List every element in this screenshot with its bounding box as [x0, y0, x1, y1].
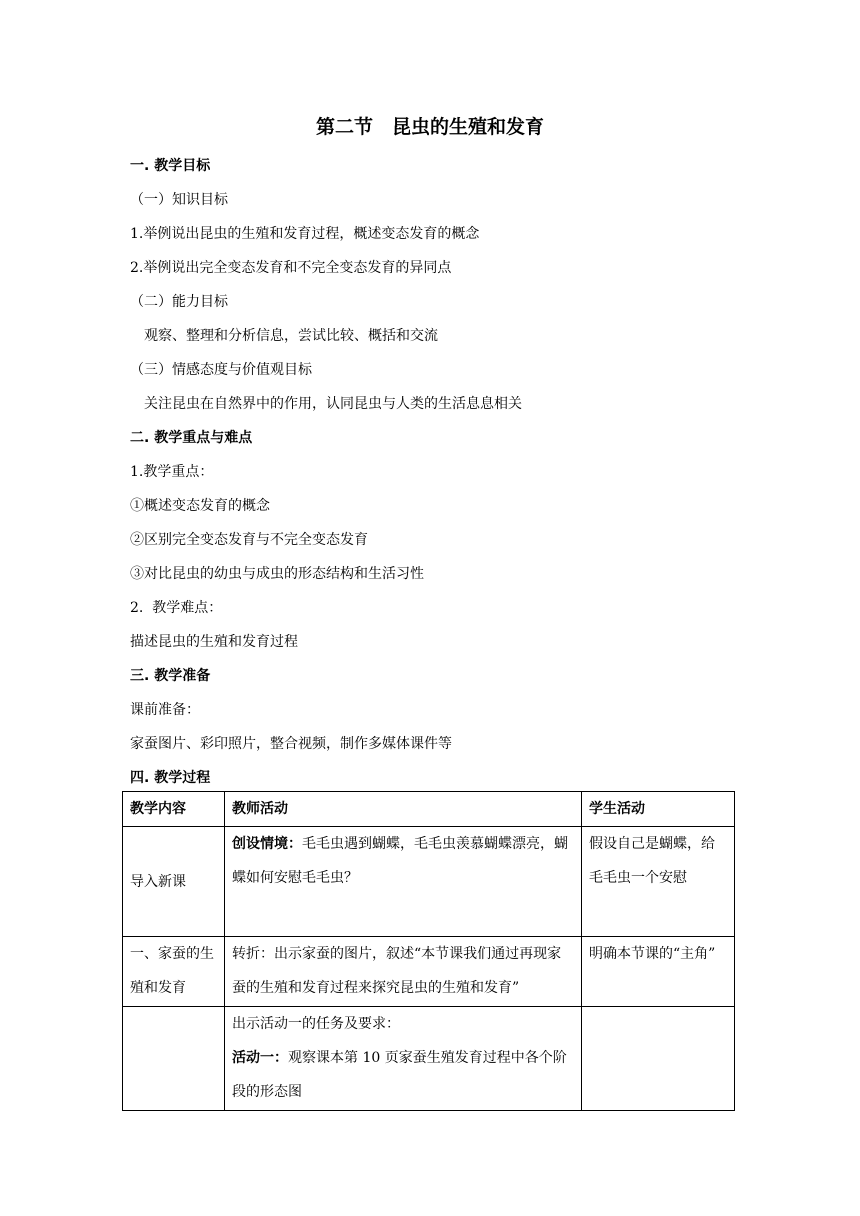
difficulty-1: 描述昆虫的生殖和发育过程: [130, 634, 298, 650]
preparation-1: 家蚕图片、彩印照片，整合视频，制作多媒体课件等: [130, 736, 452, 752]
row3-teacher: [225, 1007, 582, 1111]
row1-teacher-text: 毛毛虫遇到蝴蝶，毛毛虫羡慕蝴蝶漂亮，蝴蝶如何安慰毛毛虫？: [232, 836, 568, 886]
difficulty-heading: 2. 教学难点：: [130, 600, 223, 616]
knowledge-goal-1: 1.举例说出昆虫的生殖和发育过程，概述变态发育的概念: [130, 226, 480, 242]
teaching-process-table: [122, 791, 735, 1111]
header-student: 学生活动: [582, 792, 735, 827]
header-teacher: 教师活动: [225, 792, 582, 827]
row3-teacher-label: 活动一：: [232, 1050, 288, 1066]
preparation-heading: 课前准备：: [130, 702, 200, 718]
row3-student: [582, 1007, 735, 1111]
row2-student: 明确本节课的“主角”: [582, 937, 735, 1007]
key-points-heading: 1.教学重点：: [130, 464, 214, 480]
row1-teacher-label: 创设情境：: [232, 836, 302, 852]
row1-teacher: [225, 827, 582, 937]
key-point-2: ②区别完全变态发育与不完全变态发育: [130, 532, 368, 548]
emotion-goal-1: 关注昆虫在自然界中的作用，认同昆虫与人类的生活息息相关: [144, 396, 522, 412]
ability-goal-heading: （二）能力目标: [130, 294, 228, 310]
key-point-3: ③对比昆虫的幼虫与成虫的形态结构和生活习性: [130, 566, 424, 582]
section-heading-key-points: 二. 教学重点与难点: [130, 430, 253, 446]
document-title: 第二节 昆虫的生殖和发育: [315, 116, 544, 138]
table-row: [123, 827, 735, 937]
row1-content: 导入新课: [123, 827, 225, 937]
knowledge-goal-2: 2.举例说出完全变态发育和不完全变态发育的异同点: [130, 260, 452, 276]
key-point-1: ①概述变态发育的概念: [130, 498, 270, 514]
section-heading-preparation: 三. 教学准备: [130, 668, 211, 684]
table-row: [123, 1007, 735, 1111]
row1-student: 假设自己是蝴蝶，给毛毛虫一个安慰: [582, 827, 735, 937]
section-heading-process: 四. 教学过程: [130, 770, 211, 786]
row3-content: [123, 1007, 225, 1111]
knowledge-goal-heading: （一）知识目标: [130, 192, 228, 208]
row3-teacher-text: 观察课本第 10 页家蚕生殖发育过程中各个阶段的形态图: [232, 1050, 567, 1100]
emotion-goal-heading: （三）情感态度与价值观目标: [130, 362, 312, 378]
ability-goal-1: 观察、整理和分析信息，尝试比较、概括和交流: [144, 328, 438, 344]
row2-teacher: 转折：出示家蚕的图片，叙述“本节课我们通过再现家蚕的生殖和发育过程来探究昆虫的生殖和发育”: [225, 937, 582, 1007]
table-header-row: [123, 792, 735, 827]
header-content: 教学内容: [123, 792, 225, 827]
row3-teacher-line1: 出示活动一的任务及要求：: [232, 1016, 400, 1032]
row2-content: 一、家蚕的生殖和发育: [123, 937, 225, 1007]
section-heading-objectives: 一. 教学目标: [130, 158, 211, 174]
table-row: [123, 937, 735, 1007]
